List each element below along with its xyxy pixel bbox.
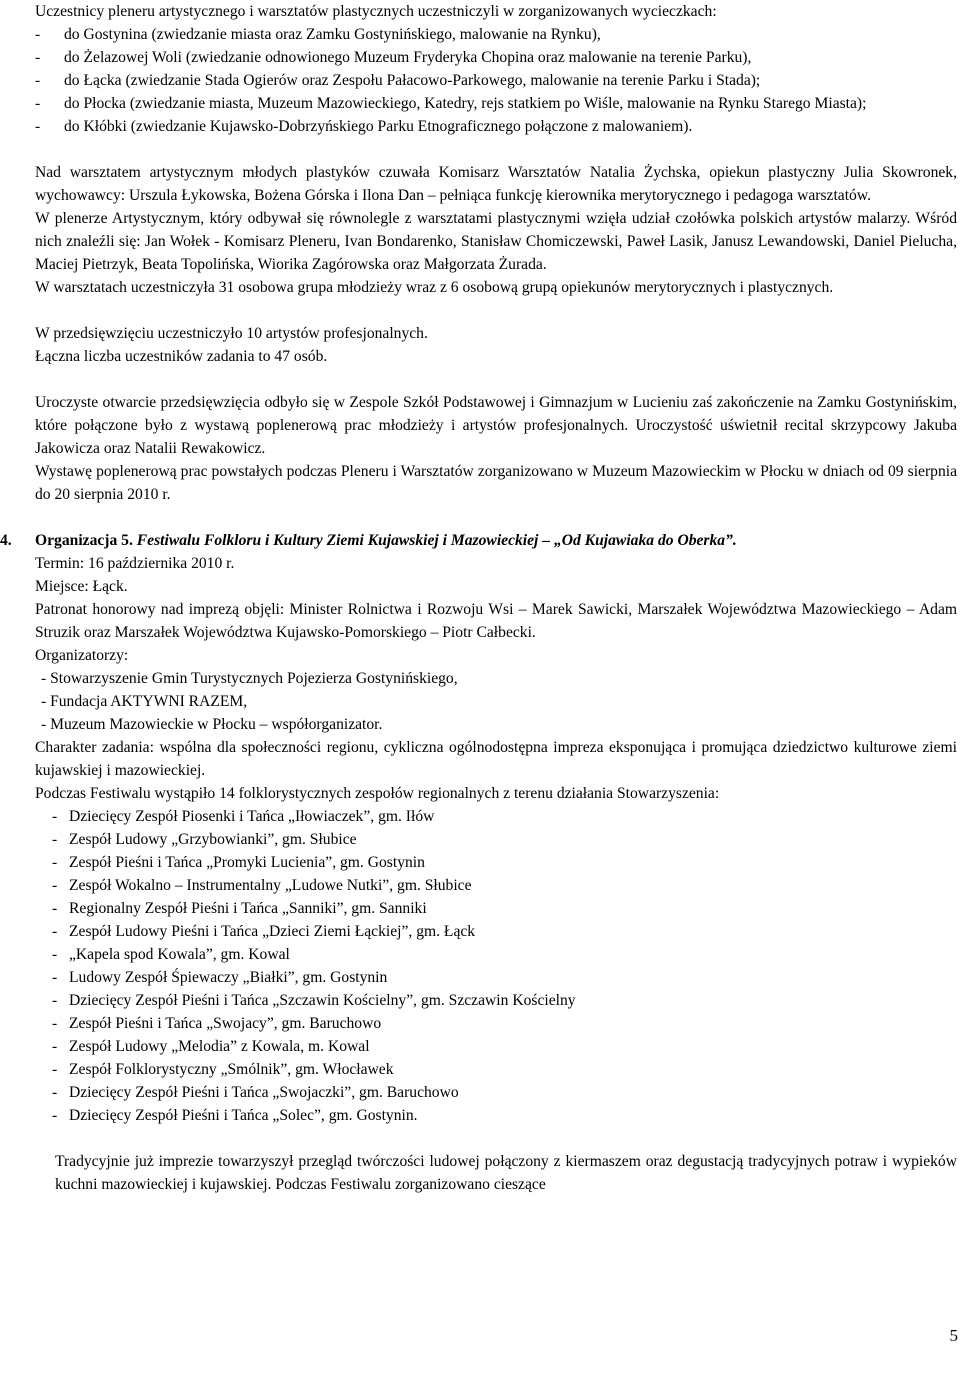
organizer-item: - Stowarzyszenie Gmin Turystycznych Pojezierza Gostynińskiego, [41, 670, 458, 687]
total-participants-line: Łączna liczba uczestników zadania to 47 osób. [35, 348, 328, 365]
trip-item [35, 46, 957, 69]
list-dash: - [52, 1107, 58, 1124]
artists-count-line: W przedsięwzięciu uczestniczyło 10 artystów profesjonalnych. [35, 325, 428, 342]
group-name: Zespół Ludowy „Grzybowianki”, gm. Słubice [69, 831, 357, 848]
section-heading [0, 529, 957, 552]
group-item [35, 989, 957, 1012]
group-name: Dziecięcy Zespół Pieśni i Tańca „Swojaczki”, gm. Baruchowo [69, 1084, 459, 1101]
group-name: Ludowy Zespół Śpiewaczy „Białki”, gm. Gostynin [69, 969, 388, 986]
group-name: „Kapela spod Kowala”, gm. Kowal [69, 946, 290, 963]
group-item [35, 828, 957, 851]
group-item [35, 874, 957, 897]
group-name: Zespół Ludowy Pieśni i Tańca „Dzieci Ziemi Łąckiej”, gm. Łąck [69, 923, 476, 940]
list-dash: - [52, 923, 58, 940]
exhibition-paragraph: Wystawę poplenerową prac powstałych podczas Pleneru i Warsztatów zorganizowano w Muzeum Mazowieckim w Płocku w dniach od 09 sierpnia do 20 sierpnia 2010 r. [35, 463, 957, 503]
festival-place: Miejsce: Łąck. [35, 578, 128, 595]
group-name: Zespół Wokalno – Instrumentalny „Ludowe Nutki”, gm. Słubice [69, 877, 472, 894]
list-dash: - [35, 72, 41, 89]
section-title [35, 532, 737, 549]
group-item [35, 966, 957, 989]
plener-paragraph: W plenerze Artystycznym, który odbywał się równolegle z warsztatami plastycznymi wzięła udział czołówka polskich artystów malarzy. Wśród nich znaleźli się: Jan Wołek - Komisarz Pleneru, Ivan Bondarenko, Stanisław Chomiczewski, Paweł Lasik, Janusz Lewandowski, Daniel Pielucha, Maciej Pietrzyk, Beata Topolińska, Wiorika Zagórowska oraz Małgorzata Żurada. [35, 210, 957, 273]
spacer [35, 368, 957, 391]
trips-intro: Uczestnicy pleneru artystycznego i warsztatów plastycznych uczestniczyli w zorganizowanych wycieczkach: [35, 3, 717, 20]
list-dash: - [52, 969, 58, 986]
page-number: 5 [949, 1326, 958, 1345]
list-dash: - [35, 118, 41, 135]
organizer-item: - Muzeum Mazowieckie w Płocku – współorganizator. [41, 716, 383, 733]
trip-item [35, 69, 957, 92]
trip-item [35, 115, 957, 138]
groups-list [35, 805, 957, 1127]
list-dash: - [52, 877, 58, 894]
group-name: Dziecięcy Zespół Piosenki i Tańca „Iłowiaczek”, gm. Iłów [69, 808, 435, 825]
group-name: Dziecięcy Zespół Pieśni i Tańca „Szczawin Kościelny”, gm. Szczawin Kościelny [69, 992, 576, 1009]
list-dash: - [52, 946, 58, 963]
list-dash: - [52, 808, 58, 825]
spacer [35, 1127, 957, 1150]
section-title-italic: Festiwalu Folkloru i Kultury Ziemi Kujawskiej i Mazowieckiej – „Od Kujawiaka do Oberka”. [136, 532, 737, 549]
list-dash: - [35, 95, 41, 112]
closing-paragraph: Tradycyjnie już imprezie towarzyszył przegląd twórczości ludowej połączony z kiermaszem oraz degustacją tradycyjnych potraw i wypieków kuchni mazowieckiej i kujawskiej. Podczas Festiwalu zorganizowano cieszące [55, 1153, 957, 1193]
trip-text: do Łącka (zwiedzanie Stada Ogierów oraz Zespołu Pałacowo-Parkowego, malowanie na terenie Parku i Stada); [64, 72, 761, 89]
group-name: Zespół Ludowy „Melodia” z Kowala, m. Kowal [69, 1038, 370, 1055]
trip-item [35, 23, 957, 46]
trip-item [35, 92, 957, 115]
spacer [35, 138, 957, 161]
organizers-label: Organizatorzy: [35, 647, 129, 664]
group-item [35, 943, 957, 966]
list-dash: - [52, 854, 58, 871]
list-dash: - [52, 1015, 58, 1032]
group-name: Zespół Folklorystyczny „Smólnik”, gm. Włocławek [69, 1061, 394, 1078]
group-name: Regionalny Zespół Pieśni i Tańca „Sanniki”, gm. Sanniki [69, 900, 427, 917]
organizer-item: - Fundacja AKTYWNI RAZEM, [41, 693, 248, 710]
spacer [35, 299, 957, 322]
section-number: 4. [0, 532, 12, 549]
list-dash: - [52, 831, 58, 848]
opening-paragraph: Uroczyste otwarcie przedsięwzięcia odbyło się w Zespole Szkół Podstawowej i Gimnazjum w Lucieniu zaś zakończenie na Zamku Gostynińskim, które połączone było z wystawą poplenerową prac młodzieży i artystów profesjonalnych. Uroczystość uświetnił recital skrzypcowy Jakuba Jakowicza oraz Natalii Rewakowicz. [35, 394, 957, 457]
trip-text: do Gostynina (zwiedzanie miasta oraz Zamku Gostynińskiego, malowanie na Rynku), [64, 26, 601, 43]
list-dash: - [52, 1084, 58, 1101]
spacer [35, 506, 957, 529]
group-item [35, 1081, 957, 1104]
group-name: Zespół Pieśni i Tańca „Swojacy”, gm. Baruchowo [69, 1015, 382, 1032]
group-item [35, 805, 957, 828]
patronage-paragraph: Patronat honorowy nad imprezą objęli: Minister Rolnictwa i Rozwoju Wsi – Marek Sawicki, Marszałek Województwa Mazowieckiego – Adam Struzik oraz Marszałek Województwa Kujawsko-Pomorskiego – Piotr Całbecki. [35, 601, 957, 641]
section-title-plain: Organizacja 5. [35, 532, 137, 549]
list-dash: - [52, 900, 58, 917]
list-dash: - [35, 49, 41, 66]
group-item [35, 1035, 957, 1058]
group-name: Zespół Pieśni i Tańca „Promyki Lucienia”, gm. Gostynin [69, 854, 425, 871]
festival-term: Termin: 16 października 2010 r. [35, 555, 235, 572]
group-paragraph: W warsztatach uczestniczyła 31 osobowa grupa młodzieży wraz z 6 osobową grupą opiekunów merytorycznych i plastycznych. [35, 279, 834, 296]
list-dash: - [35, 26, 41, 43]
group-item [35, 1058, 957, 1081]
character-paragraph: Charakter zadania: wspólna dla społeczności regionu, cykliczna ogólnodostępna impreza eksponująca i promująca dziedzictwo kulturowe ziemi kujawskiej i mazowieckiej. [35, 739, 957, 779]
group-name: Dziecięcy Zespół Pieśni i Tańca „Solec”, gm. Gostynin. [69, 1107, 418, 1124]
list-dash: - [52, 1061, 58, 1078]
trip-text: do Kłóbki (zwiedzanie Kujawsko-Dobrzyńskiego Parku Etnograficznego połączone z malowaniem). [64, 118, 693, 135]
supervision-paragraph: Nad warsztatem artystycznym młodych plastyków czuwała Komisarz Warsztatów Natalia Żychska, opiekun plastyczny Julia Skowronek, wychowawcy: Urszula Łykowska, Bożena Górska i Ilona Dan – pełniąca funkcję kierownika merytorycznego i pedagoga warsztatów. [35, 164, 957, 204]
list-dash: - [52, 992, 58, 1009]
groups-intro: Podczas Festiwalu wystąpiło 14 folklorystycznych zespołów regionalnych z terenu działania Stowarzyszenia: [35, 785, 720, 802]
group-item [35, 851, 957, 874]
trip-text: do Płocka (zwiedzanie miasta, Muzeum Mazowieckiego, Katedry, rejs statkiem po Wiśle, malowanie na Rynku Starego Miasta); [64, 95, 867, 112]
group-item [35, 920, 957, 943]
trips-list [35, 23, 957, 138]
group-item [35, 1104, 957, 1127]
trip-text: do Żelazowej Woli (zwiedzanie odnowionego Muzeum Fryderyka Chopina oraz malowanie na terenie Parku), [64, 49, 752, 66]
group-item [35, 1012, 957, 1035]
organizers-list [35, 667, 957, 736]
list-dash: - [52, 1038, 58, 1055]
group-item [35, 897, 957, 920]
